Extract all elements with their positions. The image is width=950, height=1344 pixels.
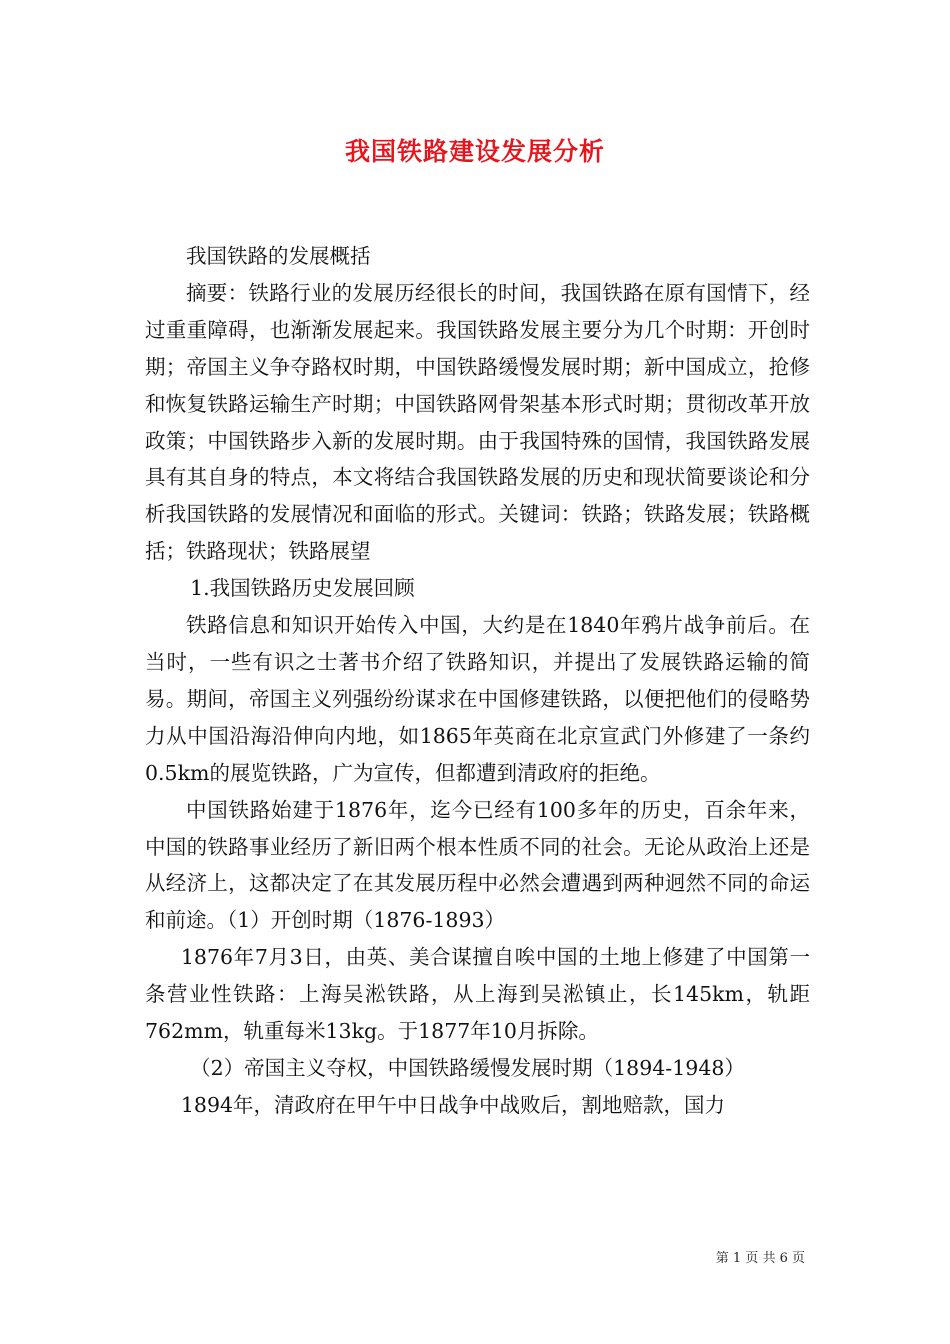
body-paragraph: 中国铁路始建于1876年，迄今已经有100多年的历史，百余年来，中国的铁路事业经历了新旧两个根本性质不同的社会。无论从政治上还是从经济上，这都决定了在其发展历程中必然会遭遇到两种迥然不同的命运和前途。（1）开创时期（1876-1893） xyxy=(145,797,810,933)
section-heading-history: 1.我国铁路历史发展回顾 xyxy=(190,576,415,601)
body-paragraph: 铁路信息和知识开始传入中国，大约是在1840年鸦片战争前后。在当时，一些有识之士著书介绍了铁路知识，并提出了发展铁路运输的简易。期间，帝国主义列强纷纷谋求在中国修建铁路，以便把他们的侵略势力从中国沿海沿伸向内地，如1865年英商在北京宣武门外修建了一条约0.5km的展览铁路，广为宣传，但都遭到清政府的拒绝。 xyxy=(145,613,810,785)
document-title: 我国铁路建设发展分析 xyxy=(344,137,605,166)
subsection-heading: （2）帝国主义夺权，中国铁路缓慢发展时期（1894-1948） xyxy=(190,1055,745,1080)
section-heading-overview: 我国铁路的发展概括 xyxy=(186,244,371,268)
document-body xyxy=(145,238,810,1124)
page-number-footer: 第 1 页 共 6 页 xyxy=(715,1251,805,1266)
body-paragraph: 1894年，清政府在甲午中日战争中战败后，割地赔款，国力 xyxy=(180,1092,726,1117)
abstract-paragraph: 摘要：铁路行业的发展历经很长的时间，我国铁路在原有国情下，经过重重障碍，也渐渐发展起来。我国铁路发展主要分为几个时期：开创时期；帝国主义争夺路权时期，中国铁路缓慢发展时期；新中国成立，抢修和恢复铁路运输生产时期；中国铁路网骨架基本形式时期；贯彻改革开放政策；中国铁路步入新的发展时期。由于我国特殊的国情，我国铁路发展具有其自身的特点，本文将结合我国铁路发展的历史和现状简要谈论和分析我国铁路的发展情况和面临的形式。关键词：铁路；铁路发展；铁路概括；铁路现状；铁路展望 xyxy=(145,280,810,564)
body-paragraph: 1876年7月3日，由英、美合谋擅自唉中国的土地上修建了中国第一条营业性铁路：上海吴淞铁路，从上海到吴淞镇止，长145km，轨距762mm，轨重每米13kg。于1877年10月拆除。 xyxy=(145,945,810,1044)
